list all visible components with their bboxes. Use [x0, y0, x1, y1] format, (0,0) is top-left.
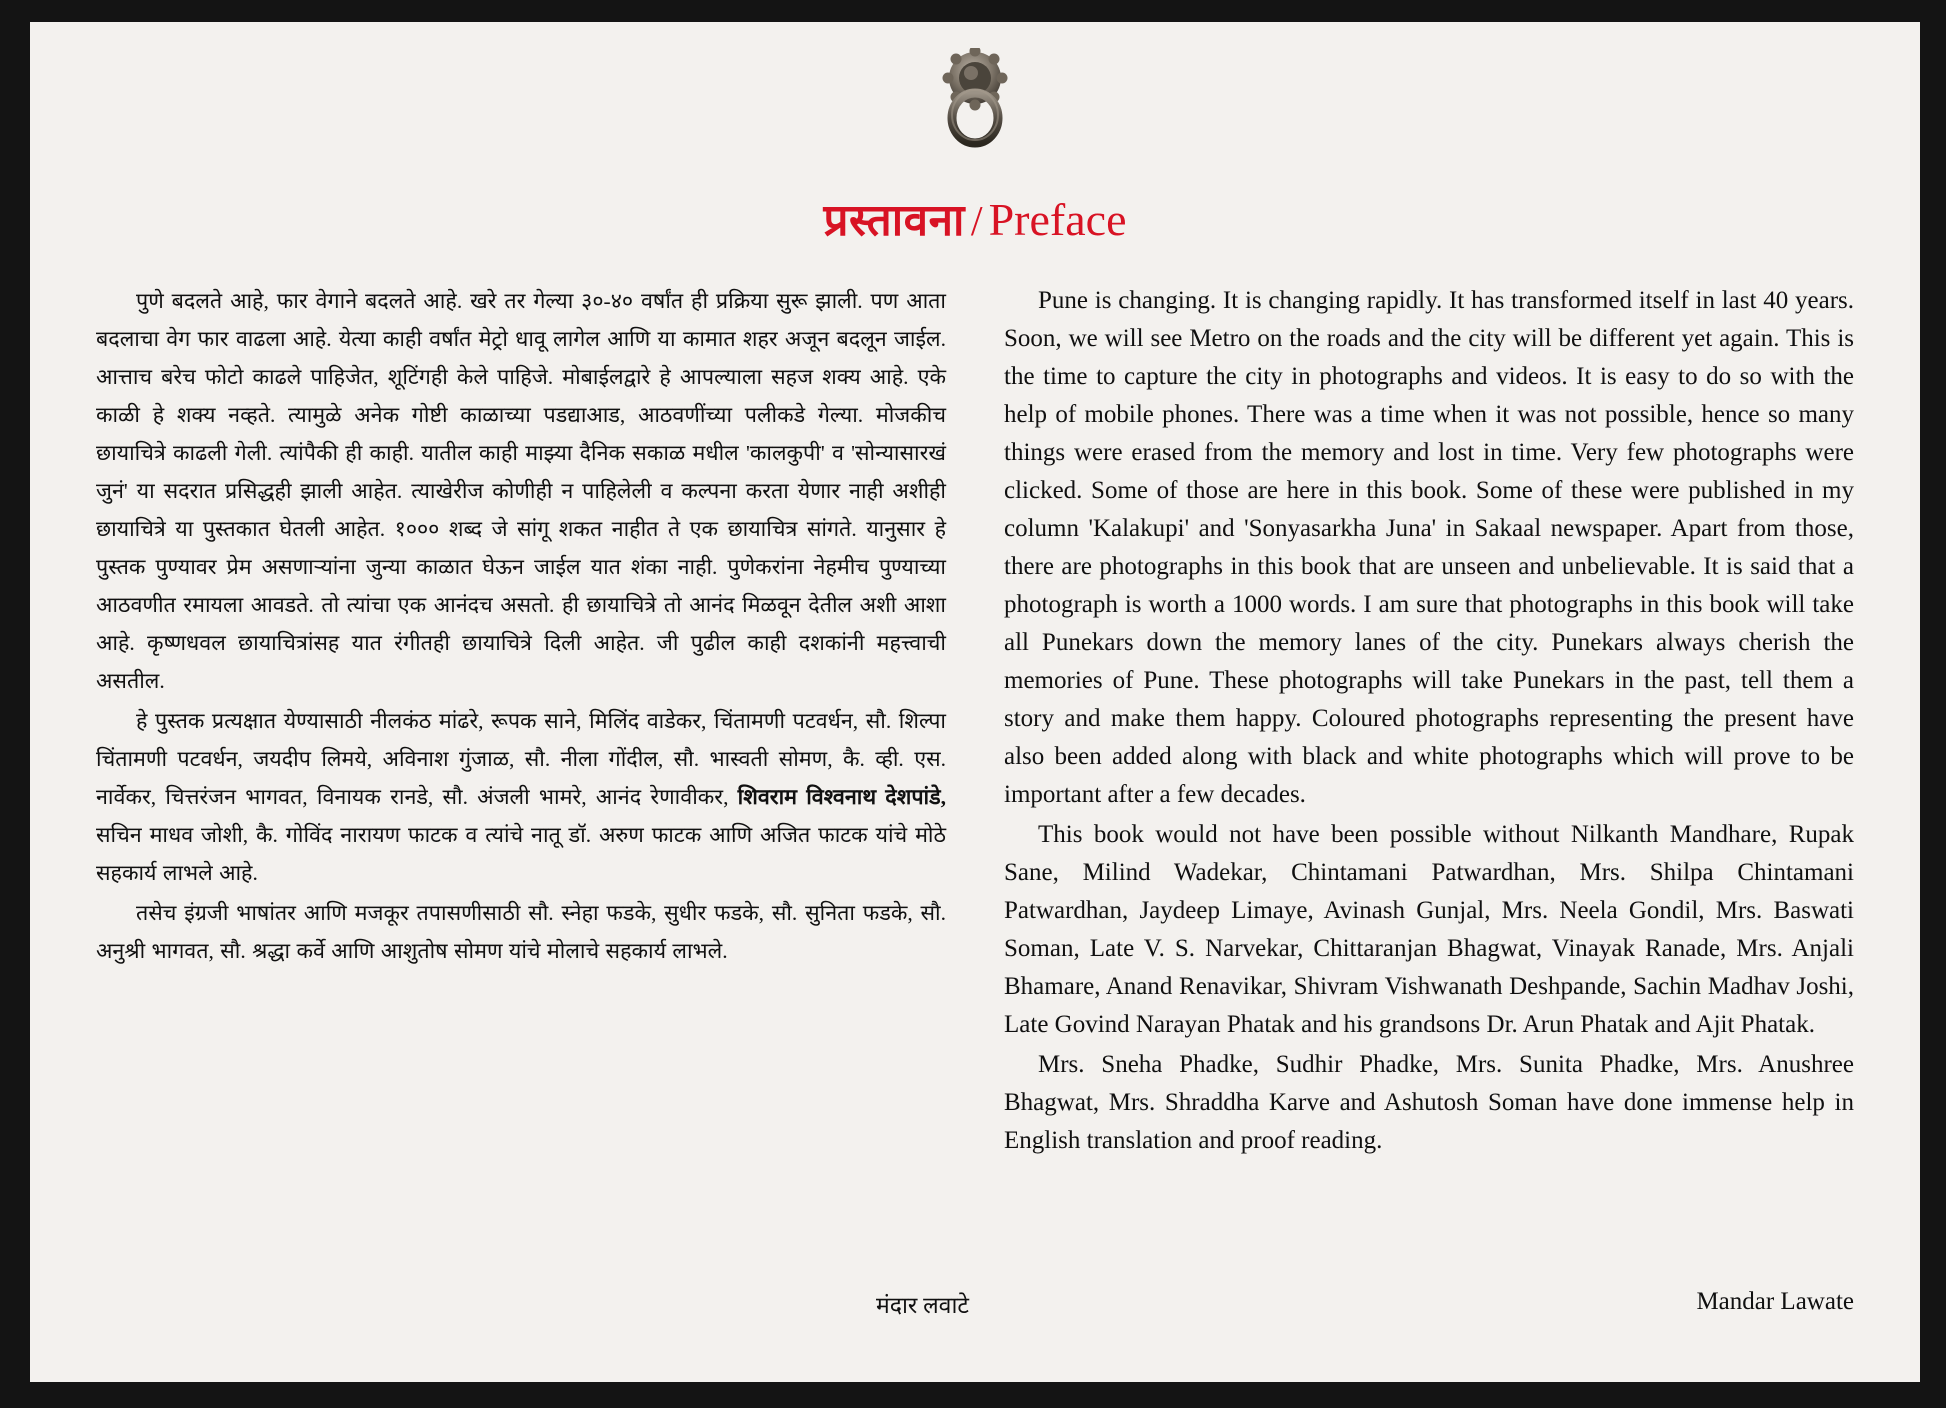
book-page: [30, 22, 1920, 1382]
page-title-separator: /: [970, 199, 983, 245]
marathi-paragraph-3: तसेच इंग्रजी भाषांतर आणि मजकूर तपासणीसाठी सौ. स्नेहा फडके, सुधीर फडके, सौ. सुनिता फडके, सौ. अनुश्री भागवत, सौ. श्रद्धा कर्वे आणि आशुतोष सोमण यांचे मोलाचे सहकार्य लाभले.: [96, 901, 946, 963]
page-title-english: Preface: [988, 194, 1127, 245]
marathi-paragraph-1: पुणे बदलते आहे, फार वेगाने बदलते आहे. खरे तर गेल्या ३०-४० वर्षांत ही प्रक्रिया सुरू झाली. पण आता बदलाचा वेग फार वाढला आहे. येत्या काही वर्षांत मेट्रो धावू लागेल आणि या कामात शहर अजून बदलून जाईल. आत्ताच बरेच फोटो काढले पाहिजेत, शूटिंगही केले पाहिजे. मोबाईलद्वारे हे आपल्याला सहज शक्य आहे. एके काळी हे शक्य नव्हते. त्यामुळे अनेक गोष्टी काळाच्या पडद्याआड, आठवणींच्या पलीकडे गेल्या. मोजकीच छायाचित्रे काढली गेली. त्यांपैकी ही काही. यातील काही माझ्या दैनिक सकाळ मधील 'कालकुपी' व 'सोन्यासारखं जुनं' या सदरात प्रसिद्धही झाली आहेत. त्याखेरीज कोणीही न पाहिलेली व कल्पना करता येणार नाही अशीही छायाचित्रे या पुस्तकात घेतली आहेत. १००० शब्द जे सांगू शकत नाहीत ते एक छायाचित्र सांगते. यानुसार हे पुस्तक पुण्यावर प्रेम असणाऱ्यांना जुन्या काळात घेऊन जाईल यात शंका नाही. पुणेकरांना नेहमीच पुण्याच्या आठवणीत रमायला आवडते. तो त्यांचा एक आनंदच असतो. ही छायाचित्रे तो आनंद मिळवून देतील अशी आशा आहे. कृष्णधवल छायाचित्रांसह यात रंगीतही छायाचित्रे दिली आहेत. जी पुढील काही दशकांनी महत्त्वाची असतील.: [96, 289, 946, 693]
page-title-marathi: प्रस्तावना: [823, 196, 965, 245]
marathi-paragraph-2: हे पुस्तक प्रत्यक्षात येण्यासाठी नीलकंठ मांढरे, रूपक साने, मिलिंद वाडेकर, चिंतामणी पटवर्धन, सौ. शिल्पा चिंतामणी पटवर्धन, जयदीप लिमये, अविनाश गुंजाळ, सौ. नीला गोंदील, सौ. भास्वती सोमण, कै. व्ही. एस. नार्वेकर, चित्तरंजन भागवत, विनायक रानडे, सौ. अंजली भामरे, आनंद रेणावीकर, शिवराम विश्वनाथ देशपांडे, सचिन माधव जोशी, कै. गोविंद नारायण फाटक व त्यांचे नातू डॉ. अरुण फाटक आणि अजित फाटक यांचे मोठे सहकार्य लाभले आहे.: [96, 709, 946, 885]
signature-marathi: मंदार लवाटे: [875, 1293, 969, 1318]
two-column-body: [74, 282, 1876, 1162]
english-paragraph-3: Mrs. Sneha Phadke, Sudhir Phadke, Mrs. Sunita Phadke, Mrs. Anushree Bhagwat, Mrs. Shraddha Karve and Ashutosh Soman have done immense help in English translation and proof reading.: [1004, 1051, 1854, 1154]
english-paragraph-2: This book would not have been possible without Nilkanth Mandhare, Rupak Sane, Milind Wadekar, Chintamani Patwardhan, Mrs. Shilpa Chintamani Patwardhan, Jaydeep Limaye, Avinash Gunjal, Mrs. Neela Gondil, Mrs. Baswati Soman, Late V. S. Narvekar, Chittaranjan Bhagwat, Vinayak Ranade, Mrs. Anjali Bhamare, Anand Renavikar, Shivram Vishwanath Deshpande, Sachin Madhav Joshi, Late Govind Narayan Phatak and his grandsons Dr. Arun Phatak and Ajit Phatak.: [1004, 821, 1854, 1038]
page-title: [74, 188, 1876, 248]
signature-english: Mandar Lawate: [1696, 1288, 1854, 1315]
signature-row: [74, 1288, 1876, 1320]
english-paragraph-1: Pune is changing. It is changing rapidly. It has transformed itself in last 40 years. Soon, we will see Metro on the roads and the city will be different yet again. This is the time to capture the city in photographs and videos. It is easy to do so with the help of mobile phones. There was a time when it was not possible, hence so many things were erased from the memory and lost in time. Very few photographs were clicked. Some of those are here in this book. Some of these were published in my column 'Kalakupi' and 'Sonyasarkha Juna' in Sakaal newspaper. Apart from those, there are photographs in this book that are unseen and unbelievable. It is said that a photograph is worth a 1000 words. I am sure that photographs in this book will take all Punekars down the memory lanes of the city. Punekars always cherish the memories of Pune. These photographs will take Punekars in the past, tell them a story and make them happy. Coloured photographs representing the present have also been added along with black and white photographs which will prove to be important after a few decades.: [1004, 287, 1854, 808]
door-knocker-ornament-icon: [74, 40, 1876, 160]
english-column: [1004, 282, 1854, 1162]
marathi-column: [96, 282, 946, 1162]
